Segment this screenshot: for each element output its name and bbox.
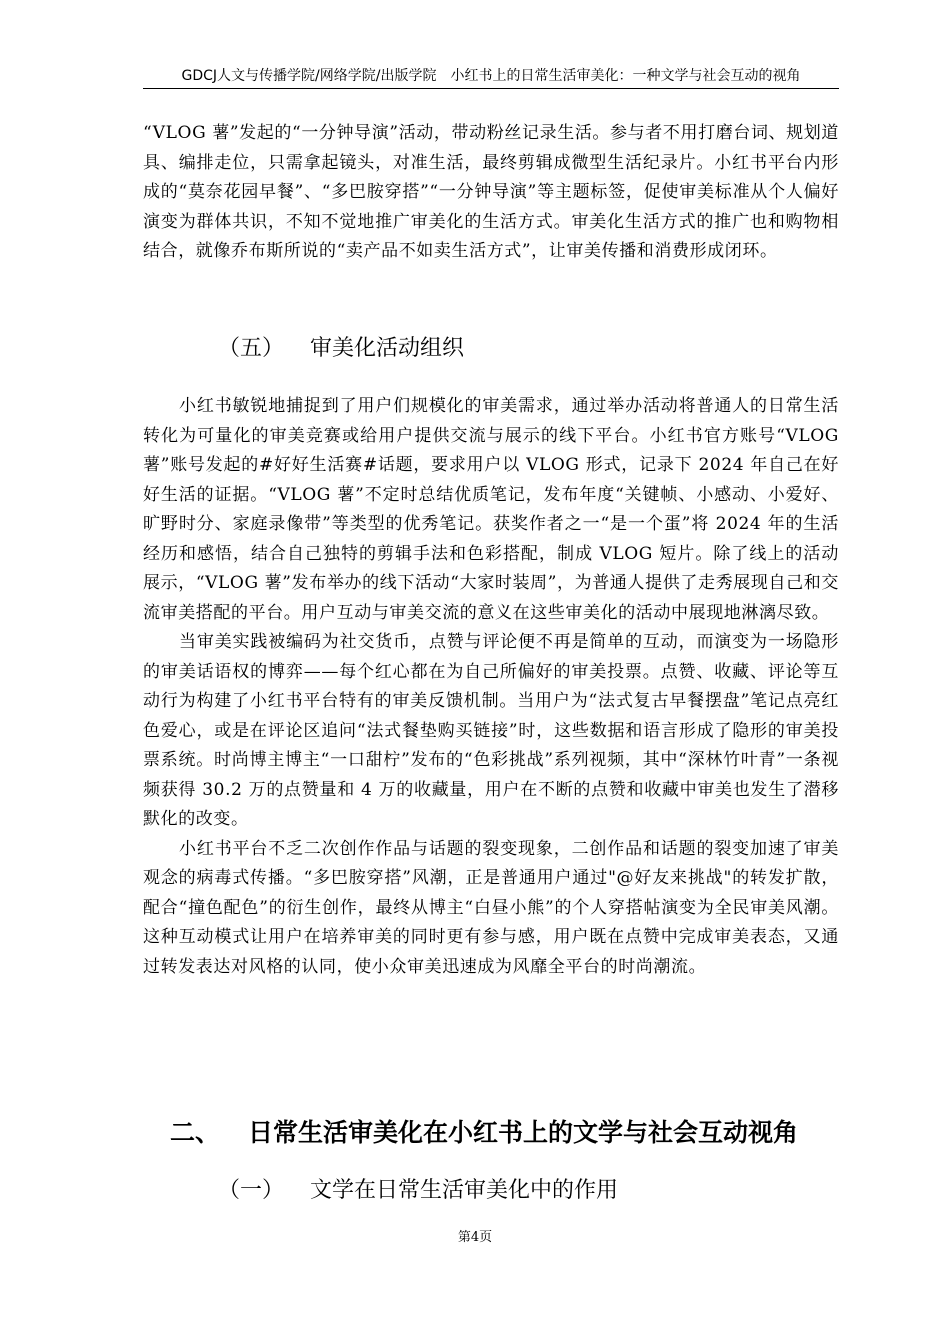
page-number: 第4页 bbox=[457, 1230, 493, 1245]
section-number: （五） bbox=[218, 336, 285, 361]
paragraph: 当审美实践被编码为社交货币，点赞与评论便不再是简单的互动，而演变为一场隐形的审美话语权的博弈——每个红心都在为自己所偏好的审美投票。点赞、收藏、评论等互动行为构建了小红书平台特有的审美反馈机制。当用户为“法式复古早餐摆盘”笔记点亮红色爱心，或是在评论区追问“法式餐垫购买链接”时，这些数据和语言形成了隐形的审美投票系统。时尚博主博主“一口甜柠”发布的“色彩挑战”系列视频，其中“深林竹叶青”一条视频获得 30.2 万的点赞量和 4 万的收藏量，用户在不断的点赞和收藏中审美也发生了潜移默化的改变。 bbox=[143, 632, 839, 829]
top-paragraph bbox=[143, 119, 839, 267]
chapter-heading-2 bbox=[170, 1115, 798, 1151]
paragraph: 小红书平台不乏二次创作作品与话题的裂变现象，二创作品和话题的裂变加速了审美观念的病毒式传播。“多巴胺穿搭”风潮，正是普通用户通过"@好友来挑战"的转发扩散，配合“撞色配色”的衍生创作，最终从博主“白昼小熊”的个人穿搭帖演变为全民审美风潮。这种互动模式让用户在培养审美的同时更有参与感，用户既在点赞中完成审美表态，又通过转发表达对风格的认同，使小众审美迅速成为风靡全平台的时尚潮流。 bbox=[143, 838, 839, 977]
chapter-number: 二、 bbox=[170, 1118, 221, 1147]
running-header: GDCJ人文与传播学院/网络学院/出版学院 小红书上的日常生活审美化：一种文学与社会互动的视角 bbox=[143, 66, 839, 89]
paragraph-continuation: “VLOG 薯”发起的“一分钟导演”活动，带动粉丝记录生活。参与者不用打磨台词、规划道具、编排走位，只需拿起镜头，对准生活，最终剪辑成微型生活纪录片。小红书平台内形成的“莫奈花园早餐”、“多巴胺穿搭”“一分钟导演”等主题标签，促使审美标准从个人偏好演变为群体共识，不知不觉地推广审美化的生活方式。审美化生活方式的推广也和购物相结合，就像乔布斯所说的“卖产品不如卖生活方式”，让审美传播和消费形成闭环。 bbox=[143, 123, 839, 261]
chapter-title: 日常生活审美化在小红书上的文学与社会互动视角 bbox=[248, 1118, 799, 1147]
section-number: （一） bbox=[218, 1178, 285, 1203]
section-heading-1 bbox=[218, 1175, 618, 1207]
section-title: 审美化活动组织 bbox=[310, 336, 465, 361]
paragraph: 小红书敏锐地捕捉到了用户们规模化的审美需求，通过举办活动将普通人的日常生活转化为可量化的审美竞赛或给用户提供交流与展示的线下平台。小红书官方账号“VLOG 薯”账号发起的#好好生活赛#话题，要求用户以 VLOG 形式，记录下 2024 年自己在好好生活的证据。“VLOG 薯”不定时总结优质笔记，发布年度“关键帧、小感动、小爱好、旷野时分、家庭录像带”等类型的优秀笔记。获奖作者之一“是一个蛋”将 2024 年的生活经历和感悟，结合自己独特的剪辑手法和色彩搭配，制成 VLOG 短片。除了线上的活动展示，“VLOG 薯”发布举办的线下活动“大家时装周”，为普通人提供了走秀展现自己和交流审美搭配的平台。用户互动与审美交流的意义在这些审美化的活动中展现地淋漓尽致。 bbox=[143, 396, 839, 623]
section-title: 文学在日常生活审美化中的作用 bbox=[310, 1178, 619, 1203]
section-5-body bbox=[143, 392, 839, 982]
section-heading-5 bbox=[218, 333, 464, 365]
